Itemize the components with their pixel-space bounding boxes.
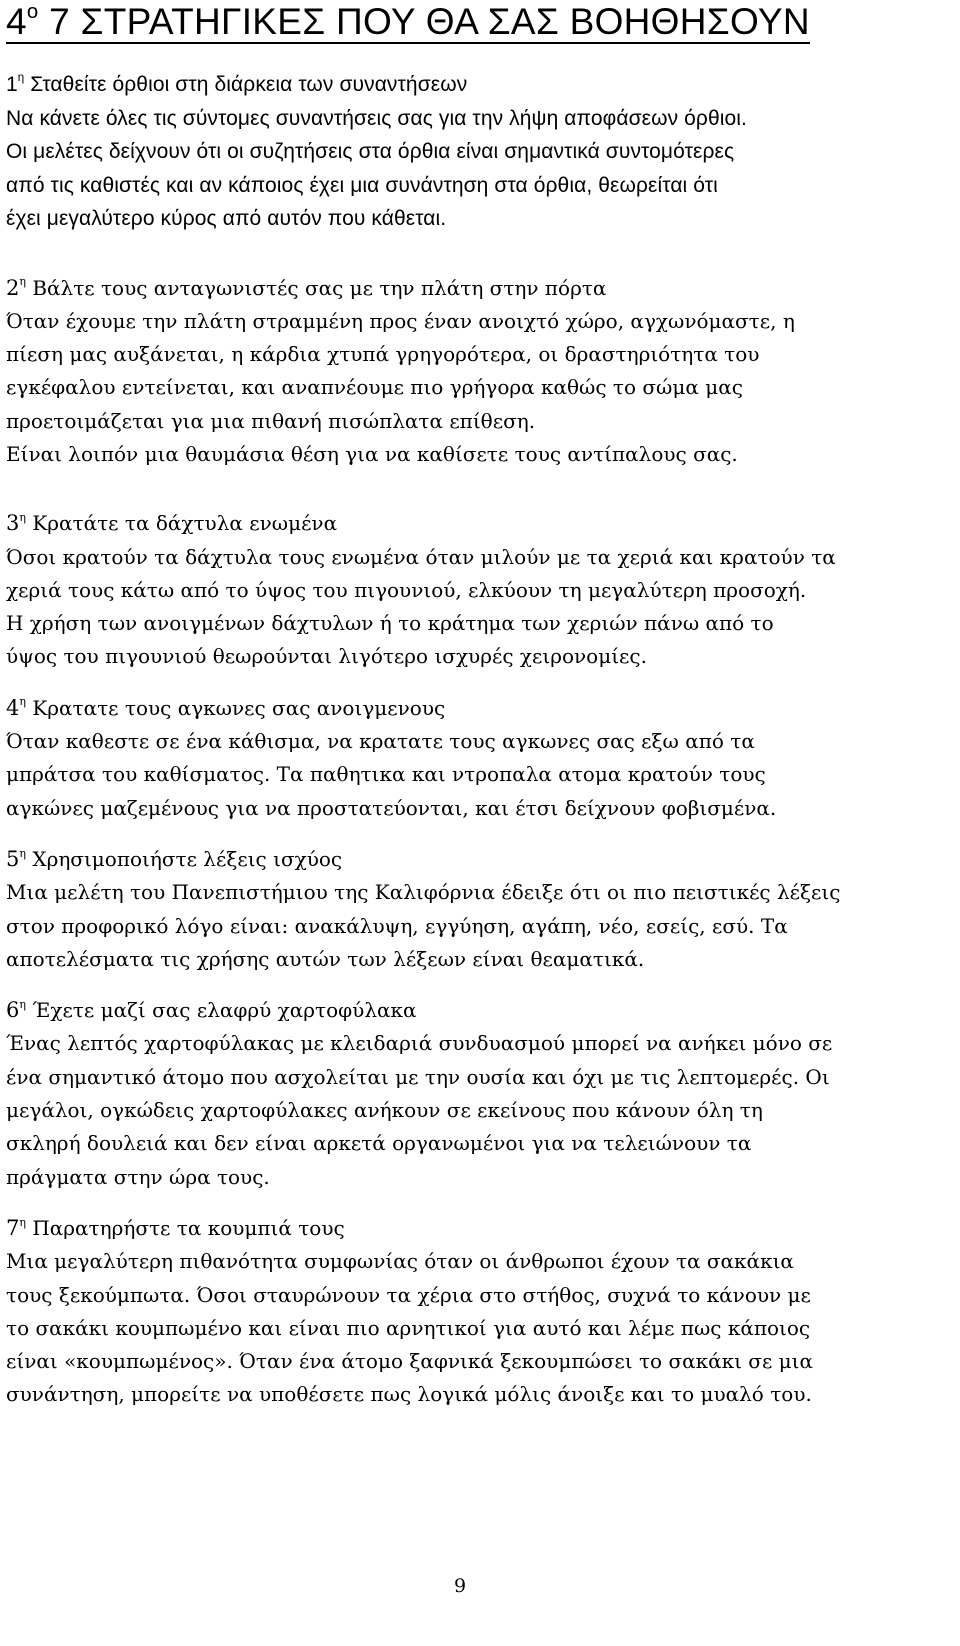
section-5-line: Μια μελέτη του Πανεπιστήμιου της Καλιφόρνια έδειξε ότι οι πιο πειστικές λέξεις [6, 880, 841, 905]
section-5 [6, 843, 954, 976]
section-4-line: μπράτσα του καθίσματος. Τα παθητικα και ντροπαλα ατομα κρατούν τους [6, 762, 766, 787]
section-1-body [6, 102, 954, 236]
section-1-ordinal-marker: η [17, 72, 25, 85]
section-3-body [6, 541, 954, 674]
section-7-line: συνάντηση, μπορείτε να υποθέσετε πως λογικά μόλις άνοιξε και τo μυαλό του. [6, 1382, 812, 1407]
section-3-line: Η χρήση των ανοιγμένων δάχτυλων ή το κράτημα των χεριών πάνω από το [6, 611, 774, 636]
section-3-line: Όσοι κρατούν τα δάχτυλα τους ενωμένα όταν μιλούν με τα χεριά και κρατούν τα [6, 544, 836, 569]
section-3-number: 3 [6, 511, 20, 536]
section-3-line: ύψος του πιγουνιού θεωρούνται λιγότερο ισχυρές χειρονομίες. [6, 644, 647, 669]
section-2-line: εγκέφαλου εντείνεται, και αναπνέουμε πιο γρήγορα καθώς το σώμα μας [6, 375, 743, 400]
section-4-body [6, 725, 954, 825]
section-1-line: Να κάνετε όλες τις σύντομες συναντήσεις σας για την λήψη αποφάσεων όρθιοι. [6, 106, 747, 130]
section-6-heading-text: Έχετε μαζί σας ελαφρύ χαρτοφύλακα [25, 998, 417, 1023]
document-page [6, 0, 954, 1412]
section-1-line: Οι μελέτες δείχνουν ότι οι συζητήσεις στα όρθια είναι σημαντικά συντομότερες [6, 140, 735, 163]
section-6-line: μεγάλοι, ογκώδεις χαρτοφύλακες ανήκουν σε εκείνους που κάνουν όλη τη [6, 1098, 763, 1123]
section-6-line: Ένας λεπτός χαρτοφύλακας με κλειδαριά συνδυασμού μπορεί να ανήκει μόνο σε [6, 1031, 833, 1056]
section-6-line: ένα σημαντικό άτομο που ασχολείται με την ουσία και όχι με τις λεπτομερές. Οι [6, 1064, 830, 1089]
section-2 [6, 272, 954, 472]
section-4-number: 4 [6, 695, 20, 720]
section-1-heading-text: Σταθείτε όρθιοι στη διάρκεια των συναντήσεων [24, 73, 468, 96]
section-7-line: Μια μεγαλύτερη πιθανότητα συμφωνίας όταν οι άνθρωποι έχουν τα σακάκια [6, 1249, 794, 1274]
section-3-heading [6, 507, 954, 540]
section-7-line: τους ξεκούμπωτα. Όσοι σταυρώνουν τα χέρια στο στήθος, συχνά το κάνουν με [6, 1282, 811, 1307]
section-5-heading [6, 843, 954, 876]
section-7-ordinal-marker: η [19, 1215, 26, 1229]
title-text: 7 ΣΤΡΑΤΗΓΙΚΕΣ ΠΟΥ ΘΑ ΣΑΣ ΒΟΗΘΗΣΟΥΝ [38, 1, 810, 42]
section-5-line: αποτελέσματα τις χρήσης αυτών των λέξεων είναι θεαματικά. [6, 946, 645, 971]
section-4-line: Όταν καθεστε σε ένα κάθισμα, να κρατατε τους αγκωνες σας εξω από τα [6, 729, 755, 754]
section-3 [6, 507, 954, 673]
section-6-line: πράγματα στην ώρα τους. [6, 1164, 270, 1189]
section-4 [6, 692, 954, 825]
section-7-body [6, 1245, 954, 1411]
title-number: 4 [6, 1, 27, 42]
section-2-body [6, 305, 954, 471]
section-1 [6, 68, 954, 236]
section-2-ordinal-marker: η [19, 275, 26, 289]
section-7-heading-text: Παρατηρήστε τα κουμπιά τους [25, 1215, 345, 1240]
section-7-line: είναι «κουμπωμένος». Όταν ένα άτομο ξαφνικά ξεκουμπώσει το σακάκι σε μια [6, 1349, 814, 1374]
page-number: 9 [453, 1575, 467, 1597]
section-7-line: το σακάκι κουμπωμένο και είναι πιο αρνητικοί για αυτό και λέμε πως κάποιος [6, 1315, 811, 1340]
section-3-ordinal-marker: η [19, 510, 26, 524]
section-7 [6, 1212, 954, 1412]
section-5-body [6, 876, 954, 976]
section-4-heading [6, 692, 954, 725]
section-2-line: προετοιμάζεται για μια πιθανή πισώπλατα επίθεση. [6, 408, 536, 433]
section-1-heading [6, 68, 954, 102]
section-6-line: σκληρή δουλειά και δεν είναι αρκετά οργανωμένοι για να τελειώνουν τα [6, 1131, 752, 1156]
section-1-line: έχει μεγαλύτερο κύρος από αυτόν που κάθεται. [6, 207, 447, 230]
section-4-line: αγκώνες μαζεμένους για να προστατεύονται, και έτσι δείχνουν φοβισμένα. [6, 795, 777, 820]
section-3-line: χεριά τους κάτω από το ύψος του πιγουνιού, ελκύουν τη μεγαλύτερη προσοχή. [6, 577, 807, 602]
section-2-line: πίεση μας αυξάνεται, η κάρδια χτυπά γρηγορότερα, οι δραστηριότητα του [6, 342, 760, 367]
section-5-line: στον προφορικό λόγο είναι: ανακάλυψη, εγγύηση, αγάπη, νέο, εσείς, εσύ. Τα [6, 913, 788, 938]
section-5-heading-text: Χρησιμοποιήστε λέξεις ισχύος [25, 846, 343, 871]
section-2-heading [6, 272, 954, 305]
section-6-number: 6 [6, 998, 20, 1023]
section-2-number: 2 [6, 275, 20, 300]
section-1-line: από τις καθιστές και αν κάποιος έχει μια συνάντηση στα όρθια, θεωρείται ότι [6, 173, 718, 197]
section-1-number: 1 [6, 73, 18, 96]
section-5-ordinal-marker: η [19, 846, 26, 860]
section-2-line: Όταν έχουμε την πλάτη στραμμένη προς έναν ανοιχτό χώρο, αγχωνόμαστε, η [6, 308, 795, 333]
section-4-ordinal-marker: η [19, 695, 26, 709]
section-6-ordinal-marker: η [19, 997, 26, 1011]
section-6-body [6, 1027, 954, 1193]
section-6-heading [6, 994, 954, 1027]
section-2-line: Είναι λοιπόν μια θαυμάσια θέση για να καθίσετε τους αντίπαλους σας. [6, 441, 738, 466]
section-2-heading-text: Βάλτε τους ανταγωνιστές σας με την πλάτη στην πόρτα [25, 275, 607, 300]
section-5-number: 5 [6, 846, 20, 871]
section-6 [6, 994, 954, 1194]
section-3-heading-text: Κρατάτε τα δάχτυλα ενωμένα [25, 511, 338, 536]
title-ordinal-marker: ο [26, 0, 39, 23]
section-7-heading [6, 1212, 954, 1245]
section-4-heading-text: Κρατατε τους αγκωνες σας ανοιγμενους [25, 695, 446, 720]
page-title [6, 0, 810, 44]
section-7-number: 7 [6, 1215, 20, 1240]
